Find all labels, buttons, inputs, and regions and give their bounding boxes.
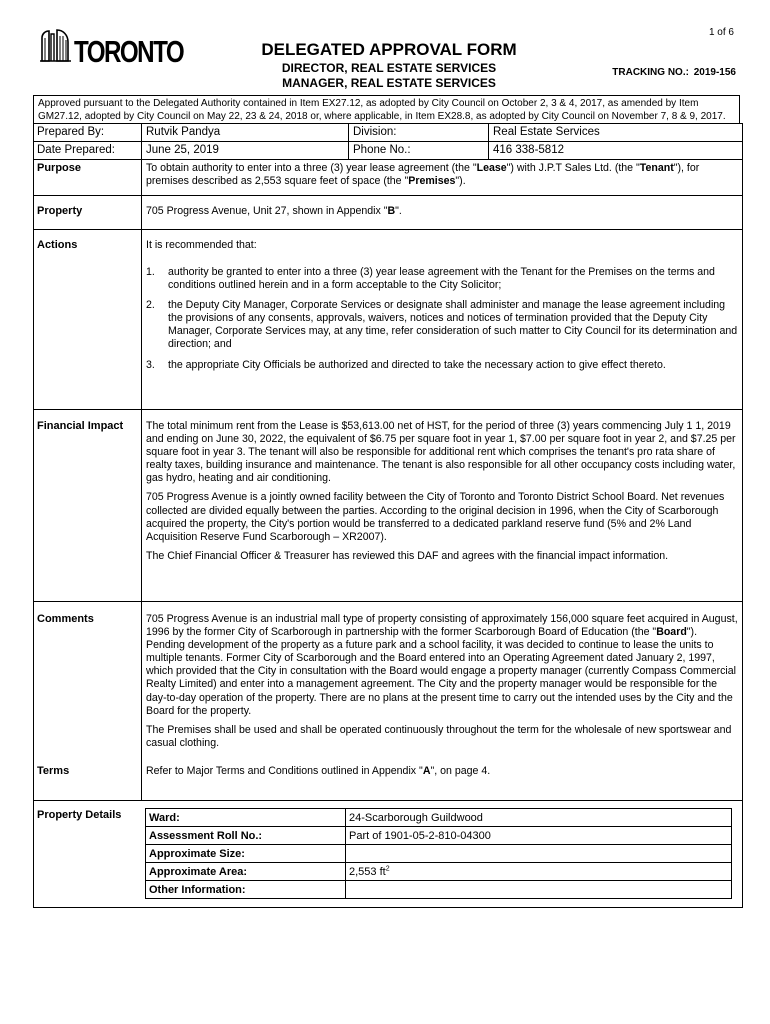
property-details-table: [145, 808, 732, 899]
phone-label: Phone No.:: [348, 142, 488, 159]
page-number: 1 of 6: [708, 27, 734, 38]
divider: [34, 195, 742, 196]
phone-value: 416 338-5812: [488, 142, 742, 159]
approximate-area-value: 2,553 $ft^2$: [346, 863, 732, 881]
terms-label: Terms: [37, 765, 70, 777]
table-row: [146, 863, 732, 881]
assessment-roll-label: Assessment Roll No.:: [146, 827, 346, 845]
financial-impact-text: The total minimum rent from the Lease is $53,613.00 net of HST, for the period of three (3) years commencing July 1 1, 2019 and ending on June 30, 2022, the equivalent of $6.75 per square foot in year 1, $7.00 per square foot in year 2, and $7.25 per square foot in year 3. The tenant will also be responsible for additional rent which comprises the tenant's pro rata share of realty taxes, building insurance and maintenance. The tenant is also responsible for all other occupancy costs including water, gas hydro, heating and air conditioning. 705 Progress Avenue is a jointly owned facility between the City of Toronto and Toronto District School Board. Net revenues collected are divided equally between the parties. According to the original decision in 1996, when the City of Scarborough acquired the property, the City's portion would be transferred to a dedicated parkland reserve fund (5% and 2% Land Acquisition Reserve Fund Scarborough – XR2007). The Chief Financial Officer & Treasurer has reviewed this DAF and agrees with the financial impact information.: [146, 420, 736, 562]
date-label: Date Prepared:: [37, 144, 115, 156]
other-information-value: [346, 881, 732, 899]
actions-label: Actions: [37, 239, 78, 251]
list-item: 2. the Deputy City Manager, Corporate Services or designate shall administer and manage the lease agreement including the provisions of any consents, approvals, waivers, notices and notices of termination provided that the Deputy City Manager, Corporate Services may, at any time, refer consideration of such matter to City Council for its determination and direction; and: [146, 299, 738, 351]
date-value: June 25, 2019: [141, 142, 348, 159]
form-subtitle: [244, 61, 534, 91]
table-row: [146, 845, 732, 863]
divider: [34, 601, 742, 602]
tracking-number: [610, 67, 736, 78]
divider: [34, 409, 742, 410]
column-divider: [141, 158, 142, 801]
table-row: [146, 827, 732, 845]
division-label: Division:: [348, 124, 488, 141]
property-details-label: Property Details: [37, 809, 122, 821]
tracking-value: 2019-156: [693, 67, 736, 78]
property-label: Property: [37, 205, 83, 217]
ward-value: 24-Scarborough Guildwood: [346, 809, 732, 827]
actions-list: [146, 266, 738, 372]
other-information-label: Other Information:: [146, 881, 346, 899]
approximate-size-value: [346, 845, 732, 863]
assessment-roll-value: Part of 1901-05-2-810-04300: [346, 827, 732, 845]
list-item: 3. the appropriate City Officials be authorized and directed to take the necessary action to give effect thereto.: [146, 358, 666, 371]
prepared-row: [34, 124, 742, 142]
approximate-size-label: Approximate Size:: [146, 845, 346, 863]
property-text: 705 Progress Avenue, Unit 27, shown in Appendix "B".: [146, 205, 402, 217]
actions-intro: It is recommended that:: [146, 239, 257, 251]
subtitle-line-1: DIRECTOR, REAL ESTATE SERVICES: [281, 61, 497, 75]
form-body: [33, 123, 743, 908]
logo-wordmark: TORONTO: [74, 34, 184, 69]
terms-text: Refer to Major Terms and Conditions outlined in Appendix "A", on page 4.: [146, 765, 491, 777]
table-row: [146, 809, 732, 827]
prepared-by-value: Rutvik Pandya: [141, 124, 348, 141]
ward-label: Ward:: [146, 809, 346, 827]
subtitle-line-2: MANAGER, REAL ESTATE SERVICES: [282, 76, 496, 90]
city-hall-icon: [40, 28, 72, 62]
purpose-label: Purpose: [37, 162, 82, 174]
tracking-label: TRACKING NO.:: [612, 67, 689, 78]
prepared-by-label: Prepared By:: [37, 126, 105, 138]
divider: [34, 229, 742, 230]
form-title: DELEGATED APPROVAL FORM: [261, 40, 517, 59]
purpose-text: To obtain authority to enter into a three (3) year lease agreement (the "Lease") with J.P.T Sales Ltd. (the "Tenant"), for premises described as 2,553 square feet of space (the "Premises").: [146, 162, 700, 188]
toronto-logo: [40, 26, 184, 70]
comments-text: 705 Progress Avenue is an industrial mall type of property consisting of approximately 156,000 square feet acquired in August, 1996 by the former City of Scarborough in partnership with the former Scarborough Board of Education (the "Board"). Pending development of the property as a future park and a school facility, it was decided to continue to lease the units to multiple tenants. Former City of Scarborough and the Board entered into an Operating Agreement dated January 2, 1997, which provided that the City in consultation with the Board would engage a property manager (currently Compass Commercial Realty Limited) and enter into a management agreement. The City and the property manager would be responsible for the day-to-day operation of the property. There are no plans at the present time to carry out the intended uses by the City and the Board for the property. The Premises shall be used and shall be operated continuously throughout the term for the wholesale of new sportswear and casual clothing.: [146, 613, 738, 749]
table-row: [146, 881, 732, 899]
division-value: Real Estate Services: [488, 124, 742, 141]
approval-statement: Approved pursuant to the Delegated Authority contained in Item EX27.12, as adopted by City Council on October 2, 3 & 4, 2017, as amended by Item GM27.12, adopted by City Council on May 22, 23 & 24, 2018 or, where applicable, in Item EX28.8, as adopted by City Council on November 7, 8 & 9, 2017.: [33, 95, 740, 123]
list-item: 1. authority be granted to enter into a three (3) year lease agreement with the Tenant for the Premises on the terms and conditions outlined herein and in a form acceptable to the City Solicitor;: [146, 266, 715, 292]
divider: [34, 800, 742, 801]
financial-impact-label: Financial Impact: [37, 420, 124, 432]
comments-label: Comments: [37, 613, 94, 625]
approximate-area-label: Approximate Area:: [146, 863, 346, 881]
